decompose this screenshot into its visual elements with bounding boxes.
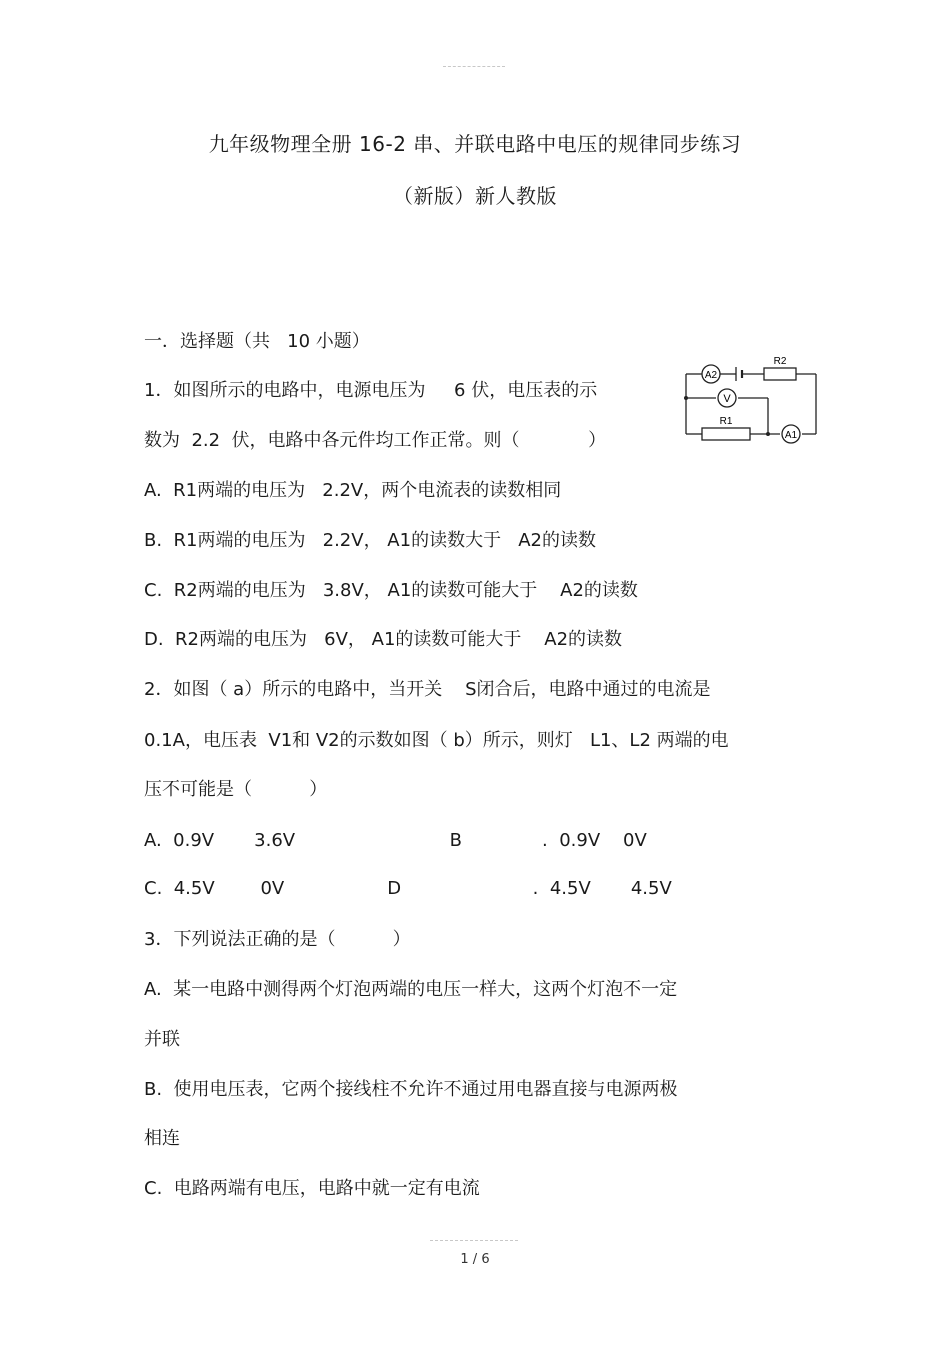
- document-title-line2: （新版）新人教版: [393, 184, 557, 208]
- voltmeter-label: V: [723, 393, 731, 405]
- page-number: 1 / 6: [460, 1252, 490, 1267]
- q1-circuit-diagram: [682, 352, 822, 446]
- q3-option-b-line2: 相连: [144, 1128, 180, 1149]
- ammeter-a2-label: A2: [704, 370, 718, 381]
- q3-option-a-line2: 并联: [144, 1029, 180, 1050]
- q3-option-c-line1: C. 电路两端有电压，电路中就一定有电流: [144, 1178, 480, 1199]
- q1-option-c: C. R2两端的电压为 3.8V， A1的读数可能大于 A2的读数: [144, 580, 638, 601]
- q2-options-row2: C. 4.5V 0V D . 4.5V 4.5V: [144, 878, 672, 899]
- q2-stem-line1: 2．如图（ a）所示的电路中，当开关 S闭合后，电路中通过的电流是: [144, 679, 711, 700]
- q1-option-a: A. R1两端的电压为 2.2V，两个电流表的读数相同: [144, 480, 562, 501]
- footer-divider: [430, 1240, 518, 1243]
- q1-option-b: B. R1两端的电压为 2.2V， A1的读数大于 A2的读数: [144, 530, 596, 551]
- resistor-r2-label: R2: [773, 356, 787, 367]
- q2-options-row1: A. 0.9V 3.6V B . 0.9V 0V: [144, 830, 647, 851]
- q2-stem-line2: 0.1A，电压表 V1和 V2的示数如图（ b）所示，则灯 L1、L2 两端的电: [144, 730, 729, 751]
- q3-stem: 3．下列说法正确的是（ ）: [144, 929, 411, 950]
- q1-option-d: D. R2两端的电压为 6V， A1的读数可能大于 A2的读数: [144, 629, 623, 650]
- q1-stem-line1: 1．如图所示的电路中，电源电压为 6 伏，电压表的示: [144, 380, 598, 401]
- section-heading: 一．选择题（共 10 小题）: [144, 331, 370, 352]
- header-divider: [443, 66, 505, 69]
- ammeter-a1-label: A1: [784, 430, 798, 441]
- q1-stem-line2: 数为 2.2 伏，电路中各元件均工作正常。则（ ）: [144, 430, 607, 451]
- document-title-line1: 九年级物理全册 16-2 串、并联电路中电压的规律同步练习: [208, 132, 742, 156]
- q2-stem-line3: 压不可能是（ ）: [144, 779, 328, 800]
- resistor-r1-label: R1: [719, 416, 733, 427]
- q3-option-a-line1: A. 某一电路中测得两个灯泡两端的电压一样大，这两个灯泡不一定: [144, 979, 678, 1000]
- q3-option-b-line1: B. 使用电压表，它两个接线柱不允许不通过用电器直接与电源两极: [144, 1079, 678, 1100]
